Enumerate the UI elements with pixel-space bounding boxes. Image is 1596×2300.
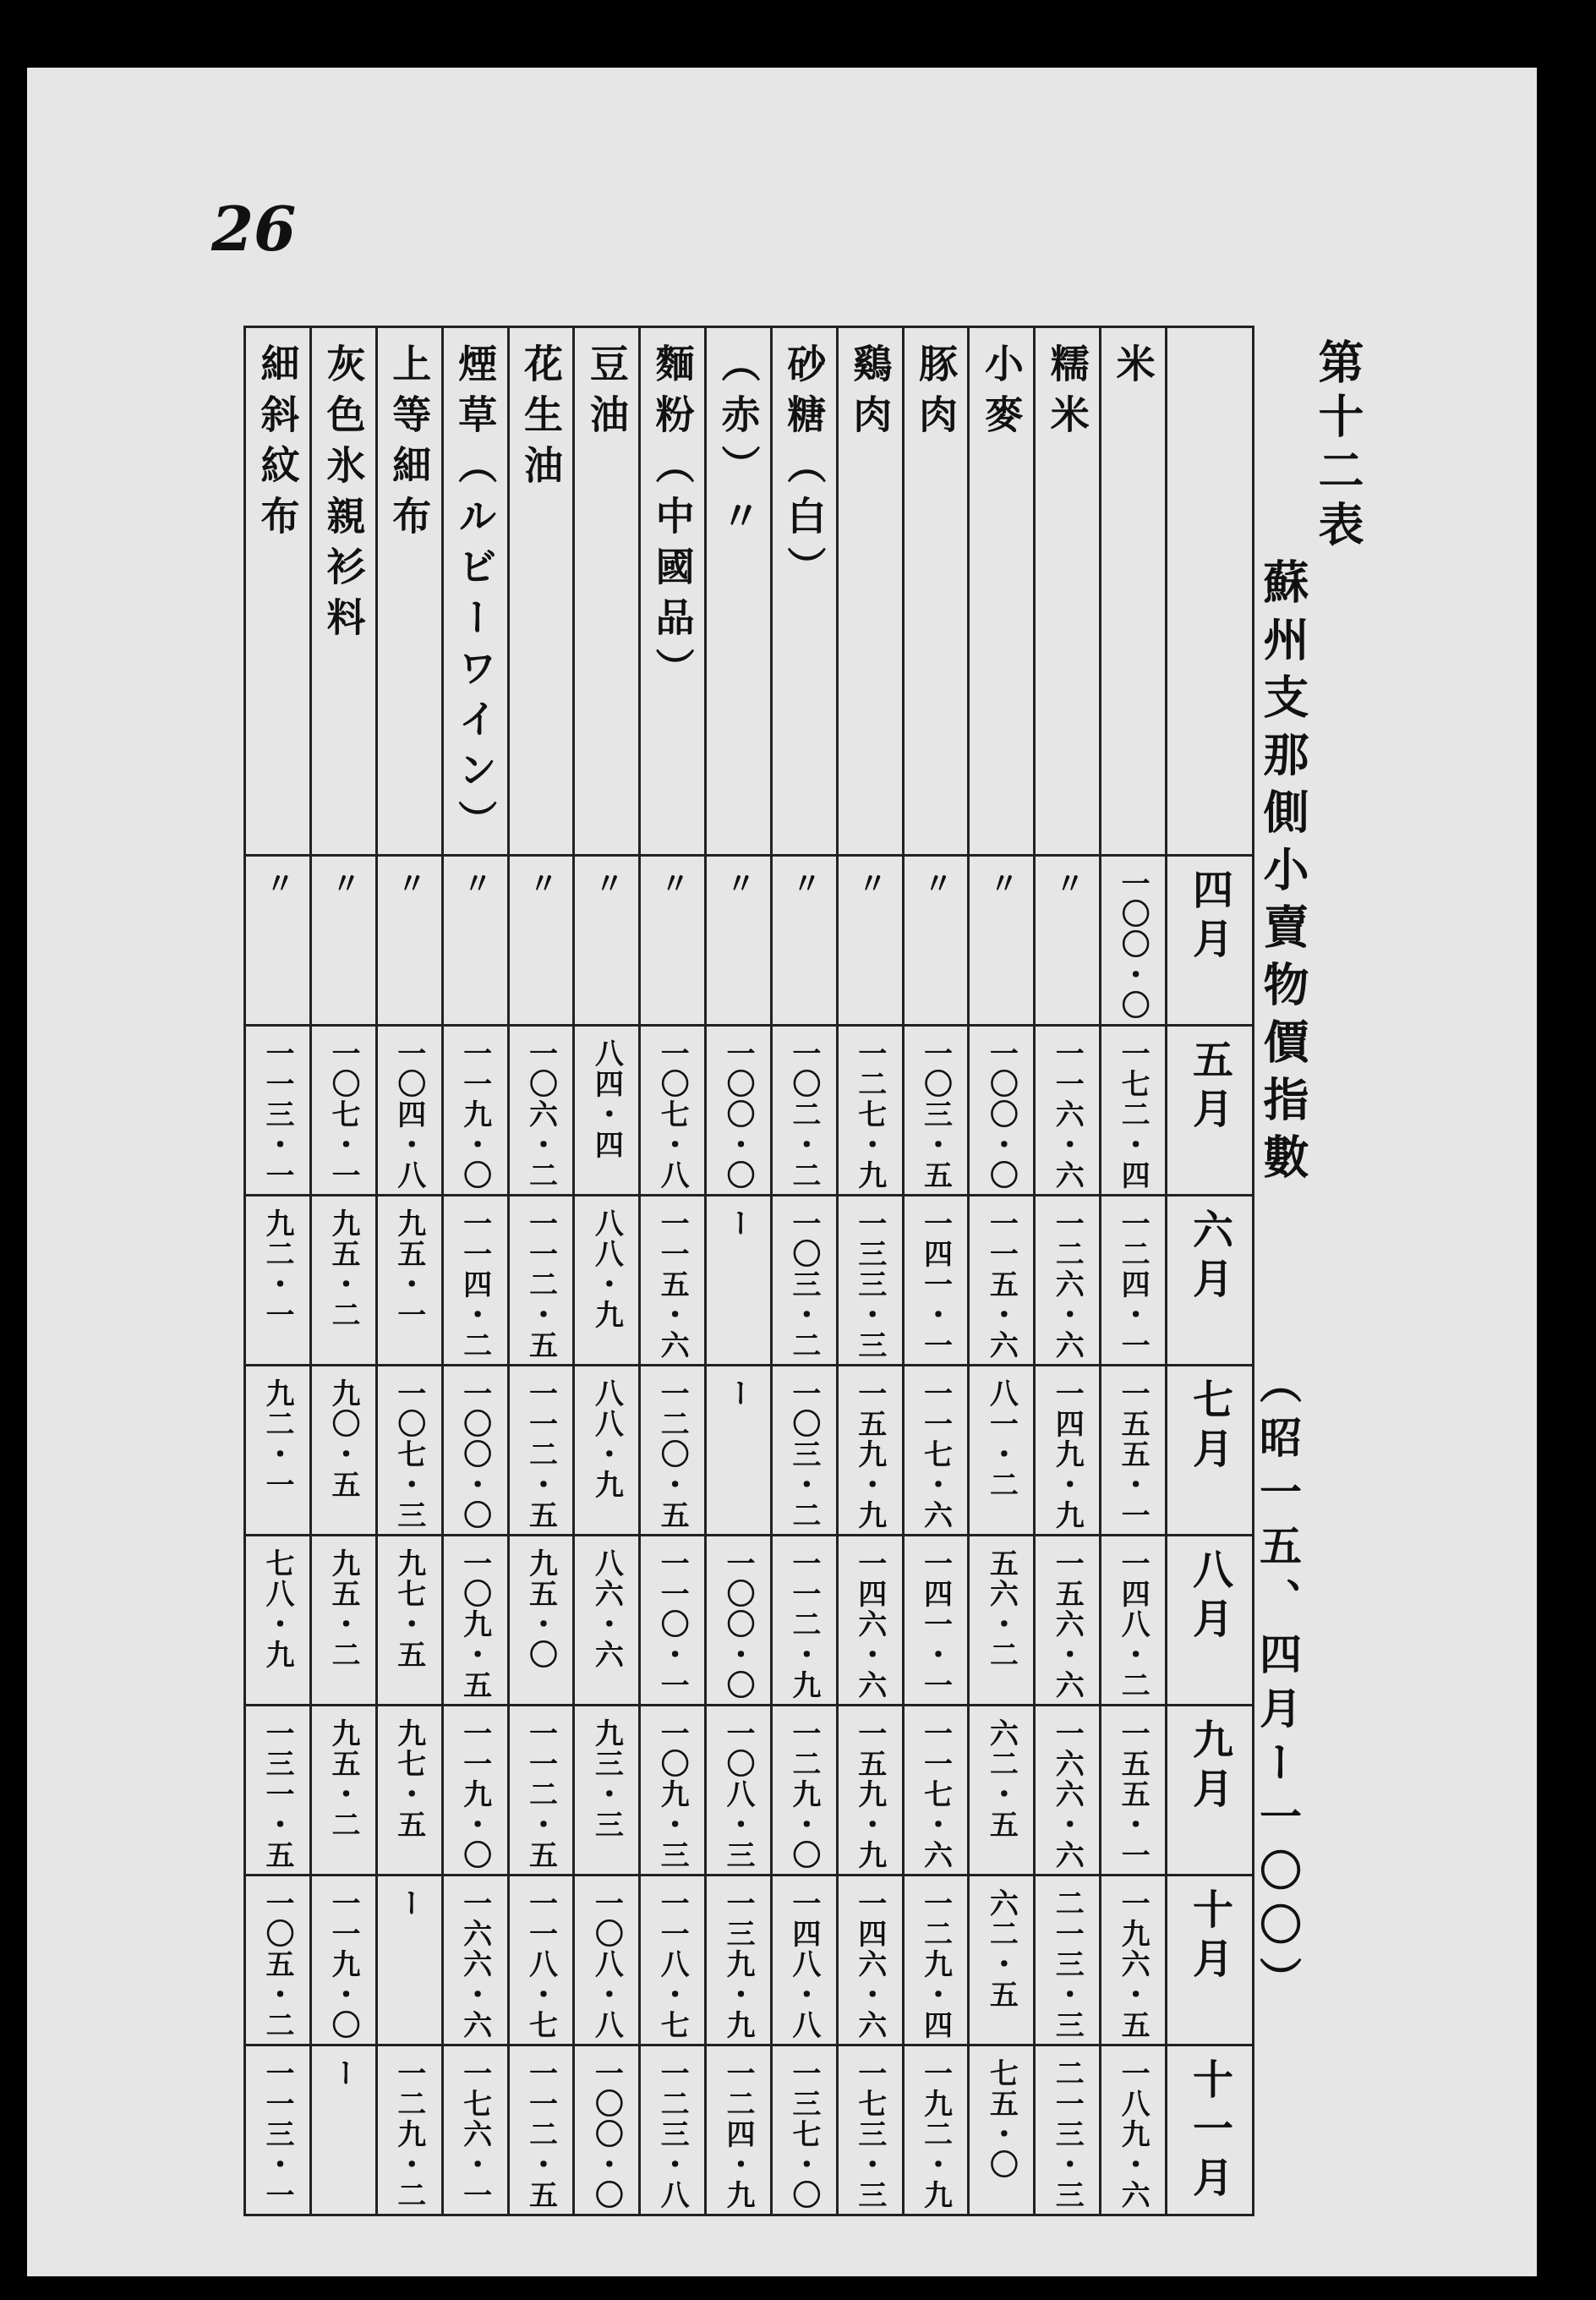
index-value: ー: [325, 2058, 360, 2089]
index-cell: [311, 1366, 377, 1536]
index-cell: [245, 1196, 311, 1366]
index-value: 一六六・六: [1050, 1718, 1085, 1870]
index-cell: [376, 1706, 442, 1876]
index-cell: [640, 1876, 706, 2045]
index-value: 一〇〇・〇: [721, 1038, 756, 1191]
index-cell: [706, 1366, 772, 1536]
index-cell: [376, 856, 442, 1026]
index-value: 一九六・五: [1116, 1888, 1151, 2040]
index-cell: [1035, 2045, 1101, 2215]
index-cell: [771, 1026, 837, 1196]
index-value: 一六六・六: [457, 1888, 492, 2040]
index-cell: [376, 1536, 442, 1706]
index-cell: [376, 1876, 442, 2045]
index-cell: [640, 1026, 706, 1196]
index-cell: [640, 856, 706, 1026]
item-label: 小麥: [978, 343, 1025, 445]
index-value: 一一七・六: [918, 1378, 953, 1531]
index-cell: [640, 1196, 706, 1366]
item-header: [969, 327, 1035, 856]
index-cell: [1101, 1196, 1167, 1366]
index-cell: [837, 1706, 903, 1876]
index-cell: [311, 1536, 377, 1706]
index-value: 一〇九・五: [457, 1548, 492, 1700]
month-label: 七月: [1185, 1378, 1233, 1476]
index-cell: [508, 1026, 574, 1196]
item-label: 鷄肉: [847, 343, 894, 445]
index-value: 一一二・五: [523, 2058, 558, 2210]
index-cell: [245, 2045, 311, 2215]
month-cell: [1167, 856, 1254, 1026]
month-cell: [1167, 1366, 1254, 1536]
index-value: 一二四・九: [721, 2058, 756, 2210]
index-value: ー: [721, 1208, 756, 1239]
index-cell: [508, 1706, 574, 1876]
index-value: 一一九・〇: [457, 1718, 492, 1870]
index-value: 九二・一: [260, 1208, 295, 1330]
index-cell: [1035, 1876, 1101, 2045]
item-label: 灰色氷親衫料: [320, 343, 367, 648]
index-cell: [1035, 1536, 1101, 1706]
index-value: 一〇七・一: [325, 1038, 360, 1191]
index-cell: [574, 856, 640, 1026]
index-cell: [376, 1366, 442, 1536]
index-cell: [903, 1196, 969, 1366]
header-row: [245, 327, 1254, 856]
index-value: 一一二・五: [523, 1208, 558, 1361]
index-cell: [508, 856, 574, 1026]
item-label: 細斜紋布: [254, 343, 301, 546]
month-label: 四月: [1185, 868, 1233, 967]
index-cell: [771, 1706, 837, 1876]
index-value: 一一三・一: [260, 2058, 295, 2210]
month-label: 五月: [1185, 1038, 1233, 1136]
index-value: 一〇〇・〇: [984, 1038, 1019, 1191]
index-value: 一一五・六: [984, 1208, 1019, 1361]
index-cell: [311, 2045, 377, 2215]
item-header: [706, 327, 772, 856]
index-value: 〃: [1050, 868, 1085, 899]
item-label: 豆油: [583, 343, 630, 445]
index-cell: [706, 2045, 772, 2215]
index-value: 一七三・三: [852, 2058, 887, 2210]
item-header: [1101, 327, 1167, 856]
index-cell: [969, 1706, 1035, 1876]
table-number: 第十二表: [1311, 338, 1365, 555]
index-cell: [903, 1536, 969, 1706]
index-cell: [245, 856, 311, 1026]
index-value: 一一八・七: [655, 1888, 690, 2040]
index-cell: [969, 856, 1035, 1026]
month-cell: [1167, 1706, 1254, 1876]
index-cell: [574, 1536, 640, 1706]
index-cell: [640, 1536, 706, 1706]
index-value: 〃: [721, 868, 756, 899]
index-cell: [1101, 1026, 1167, 1196]
index-cell: [837, 1876, 903, 2045]
index-cell: [508, 1536, 574, 1706]
index-cell: [706, 1196, 772, 1366]
table-row: [245, 856, 1254, 1026]
index-value: 九五・二: [325, 1208, 360, 1330]
index-value: 一一八・七: [523, 1888, 558, 2040]
index-value: 一五五・一: [1116, 1718, 1151, 1870]
index-cell: [771, 1876, 837, 2045]
index-cell: [969, 1536, 1035, 1706]
index-cell: [1101, 2045, 1167, 2215]
index-cell: [1035, 856, 1101, 1026]
index-value: 七八・九: [260, 1548, 295, 1670]
index-value: 一二九・二: [391, 2058, 426, 2210]
index-value: 一五九・九: [852, 1718, 887, 1870]
index-cell: [903, 856, 969, 1026]
index-value: 一一九・〇: [457, 1038, 492, 1191]
index-cell: [574, 1196, 640, 1366]
table-title: 蘇州支那側小賣物價指數: [1256, 558, 1310, 1191]
item-header: [508, 327, 574, 856]
index-cell: [245, 1366, 311, 1536]
index-cell: [771, 2045, 837, 2215]
index-cell: [311, 1026, 377, 1196]
index-cell: [771, 856, 837, 1026]
index-cell: [574, 1876, 640, 2045]
table-row: [245, 1876, 1254, 2045]
index-value: 〃: [786, 868, 821, 899]
index-cell: [706, 1876, 772, 2045]
index-cell: [442, 1876, 508, 2045]
index-cell: [903, 1366, 969, 1536]
index-value: 一〇九・三: [655, 1718, 690, 1870]
index-cell: [706, 1026, 772, 1196]
index-cell: [706, 1706, 772, 1876]
item-label: 米: [1110, 343, 1156, 394]
index-value: 一二六・六: [1050, 1208, 1085, 1361]
index-cell: [969, 1196, 1035, 1366]
index-value: 一五六・六: [1050, 1548, 1085, 1700]
index-cell: [969, 1366, 1035, 1536]
index-value: 一七六・一: [457, 2058, 492, 2210]
price-index-table-body: [245, 327, 1254, 2215]
index-cell: [771, 1196, 837, 1366]
index-value: 一三七・〇: [786, 2058, 821, 2210]
index-value: 九五・二: [325, 1718, 360, 1840]
index-cell: [574, 2045, 640, 2215]
index-cell: [245, 1876, 311, 2045]
index-value: 一四六・六: [852, 1548, 887, 1700]
table-row: [245, 1026, 1254, 1196]
index-value: 五六・二: [984, 1548, 1019, 1670]
item-header: [311, 327, 377, 856]
index-value: 〃: [523, 868, 558, 899]
page-number: 26: [211, 193, 297, 265]
month-cell: [1167, 1536, 1254, 1706]
index-cell: [1035, 1026, 1101, 1196]
index-value: 一二九・四: [918, 1888, 953, 2040]
index-cell: [442, 856, 508, 1026]
index-value: 一〇〇・〇: [589, 2058, 624, 2210]
item-header: [771, 327, 837, 856]
index-cell: [837, 1366, 903, 1536]
index-value: 九七・五: [391, 1548, 426, 1670]
index-value: 一一九・〇: [325, 1888, 360, 2040]
month-label: 八月: [1185, 1548, 1233, 1646]
item-header: [837, 327, 903, 856]
index-value: 一四八・八: [786, 1888, 821, 2040]
index-value: 八六・六: [589, 1548, 624, 1670]
item-header: [245, 327, 311, 856]
index-cell: [771, 1366, 837, 1536]
item-label: 麵粉（中國品）: [649, 343, 696, 698]
index-value: 八八・九: [589, 1208, 624, 1330]
index-value: 一一二・五: [523, 1378, 558, 1531]
index-value: 八一・二: [984, 1378, 1019, 1500]
index-cell: [508, 1366, 574, 1536]
index-cell: [1035, 1196, 1101, 1366]
index-value: 一四六・六: [852, 1888, 887, 2040]
price-index-table: [243, 326, 1254, 2216]
index-cell: [640, 2045, 706, 2215]
item-header: [640, 327, 706, 856]
index-cell: [311, 1706, 377, 1876]
index-value: 一四八・二: [1116, 1548, 1151, 1700]
index-cell: [508, 2045, 574, 2215]
index-value: 〃: [457, 868, 492, 899]
index-cell: [508, 1196, 574, 1366]
index-value: 一〇八・三: [721, 1718, 756, 1870]
index-cell: [969, 1026, 1035, 1196]
index-value: 〃: [852, 868, 887, 899]
index-value: 一〇七・八: [655, 1038, 690, 1191]
index-value: 一五五・一: [1116, 1378, 1151, 1531]
index-cell: [837, 856, 903, 1026]
index-value: 一〇六・二: [523, 1038, 558, 1191]
table-row: [245, 1706, 1254, 1876]
item-header: [903, 327, 969, 856]
index-value: 一〇三・五: [918, 1038, 953, 1191]
index-value: 一〇二・二: [786, 1038, 821, 1191]
index-cell: [1035, 1706, 1101, 1876]
index-value: 九二・一: [260, 1378, 295, 1500]
index-value: 七五・〇: [984, 2058, 1019, 2180]
index-cell: [508, 1876, 574, 2045]
index-cell: [376, 2045, 442, 2215]
index-cell: [442, 1536, 508, 1706]
index-value: 一一四・二: [457, 1208, 492, 1361]
index-cell: [311, 1876, 377, 2045]
index-value: 一〇三・二: [786, 1378, 821, 1531]
month-cell: [1167, 1026, 1254, 1196]
index-value: 一一七・六: [918, 1718, 953, 1870]
index-cell: [771, 1536, 837, 1706]
item-label: 〃（赤）: [715, 343, 762, 546]
index-cell: [442, 2045, 508, 2215]
index-cell: [706, 1536, 772, 1706]
index-cell: [837, 1196, 903, 1366]
index-value: 一〇〇・〇: [457, 1378, 492, 1531]
index-value: 一五九・九: [852, 1378, 887, 1531]
index-cell: [903, 1706, 969, 1876]
index-cell: [640, 1706, 706, 1876]
index-cell: [574, 1706, 640, 1876]
index-value: 一二九・〇: [786, 1718, 821, 1870]
month-label: 六月: [1185, 1208, 1233, 1306]
index-value: 八八・九: [589, 1378, 624, 1500]
item-label: 煙草（ルビーワイン）: [452, 343, 499, 851]
index-cell: [574, 1366, 640, 1536]
index-value: 一三三・三: [852, 1208, 887, 1361]
item-label: 砂糖（白）: [781, 343, 828, 597]
table-row: [245, 2045, 1254, 2215]
index-cell: [376, 1026, 442, 1196]
index-cell: [442, 1026, 508, 1196]
index-value: 二一三・三: [1050, 1888, 1085, 2040]
index-cell: [311, 1196, 377, 1366]
corner-cell: [1167, 327, 1254, 856]
index-cell: [969, 1876, 1035, 2045]
index-cell: [1101, 1706, 1167, 1876]
table-subtitle: （昭一五、四月ー一〇〇）: [1253, 1361, 1303, 2011]
index-value: 一八九・六: [1116, 2058, 1151, 2210]
index-value: 一一〇・一: [655, 1548, 690, 1700]
item-label: 上等細布: [386, 343, 433, 546]
index-value: 九三・三: [589, 1718, 624, 1840]
table-row: [245, 1536, 1254, 1706]
table-row: [245, 1366, 1254, 1536]
index-value: 一二七・九: [852, 1038, 887, 1191]
index-value: 九五・〇: [523, 1548, 558, 1670]
price-index-table-container: [243, 326, 1254, 2210]
index-value: 一九二・九: [918, 2058, 953, 2210]
index-value: 〃: [984, 868, 1019, 899]
index-value: 一一三・一: [260, 1038, 295, 1191]
index-cell: [837, 1026, 903, 1196]
item-label: 糯米: [1044, 343, 1090, 445]
index-cell: [837, 2045, 903, 2215]
index-cell: [442, 1366, 508, 1536]
index-value: 一〇三・二: [786, 1208, 821, 1361]
index-cell: [1101, 1876, 1167, 2045]
index-value: 〃: [918, 868, 953, 899]
index-value: 一〇八・八: [589, 1888, 624, 2040]
index-value: 一二〇・五: [655, 1378, 690, 1531]
index-value: 一四一・一: [918, 1548, 953, 1700]
index-value: 〃: [655, 868, 690, 899]
index-cell: [903, 2045, 969, 2215]
item-label: 花生油: [517, 343, 564, 496]
index-value: 一一二・九: [786, 1548, 821, 1700]
index-cell: [837, 1536, 903, 1706]
index-cell: [311, 856, 377, 1026]
index-cell: [442, 1706, 508, 1876]
month-label: 十一月: [1185, 2058, 1233, 2205]
index-value: 一一二・五: [523, 1718, 558, 1870]
index-value: 一四一・一: [918, 1208, 953, 1361]
item-header: [1035, 327, 1101, 856]
index-value: 九〇・五: [325, 1378, 360, 1500]
index-value: 一三一・五: [260, 1718, 295, 1870]
month-cell: [1167, 1876, 1254, 2045]
month-label: 九月: [1185, 1718, 1233, 1816]
index-value: 一〇五・二: [260, 1888, 295, 2040]
index-value: 一〇〇・〇: [721, 1548, 756, 1700]
index-value: 九五・一: [391, 1208, 426, 1330]
index-value: 一〇七・三: [391, 1378, 426, 1531]
index-value: 一四九・九: [1050, 1378, 1085, 1531]
index-cell: [245, 1536, 311, 1706]
item-header: [442, 327, 508, 856]
index-value: 六二・五: [984, 1888, 1019, 2010]
month-cell: [1167, 1196, 1254, 1366]
index-value: 一〇四・八: [391, 1038, 426, 1191]
item-header: [574, 327, 640, 856]
index-cell: [903, 1876, 969, 2045]
index-cell: [245, 1706, 311, 1876]
index-cell: [640, 1366, 706, 1536]
index-value: 一三九・九: [721, 1888, 756, 2040]
month-label: 十月: [1185, 1888, 1233, 1986]
index-cell: [903, 1026, 969, 1196]
index-value: 二一三・三: [1050, 2058, 1085, 2210]
index-value: 九七・五: [391, 1718, 426, 1840]
index-value: 一二四・一: [1116, 1208, 1151, 1361]
item-header: [376, 327, 442, 856]
index-cell: [245, 1026, 311, 1196]
index-value: 〃: [589, 868, 624, 899]
index-value: 八四・四: [589, 1038, 624, 1160]
index-cell: [442, 1196, 508, 1366]
index-value: 一七二・四: [1116, 1038, 1151, 1191]
index-value: 〃: [325, 868, 360, 899]
index-cell: [1035, 1366, 1101, 1536]
index-value: ー: [721, 1378, 756, 1409]
item-label: 豚肉: [913, 343, 959, 445]
index-value: ー: [391, 1888, 426, 1919]
index-cell: [1101, 856, 1167, 1026]
index-value: 〃: [260, 868, 295, 899]
index-cell: [969, 2045, 1035, 2215]
index-value: 六二・五: [984, 1718, 1019, 1840]
table-row: [245, 1196, 1254, 1366]
index-value: 一一六・六: [1050, 1038, 1085, 1191]
index-cell: [376, 1196, 442, 1366]
index-cell: [1101, 1536, 1167, 1706]
index-value: 一一五・六: [655, 1208, 690, 1361]
index-value: 九五・二: [325, 1548, 360, 1670]
index-value: 一二三・八: [655, 2058, 690, 2210]
index-value: 〃: [391, 868, 426, 899]
month-cell: [1167, 2045, 1254, 2215]
index-cell: [574, 1026, 640, 1196]
index-cell: [706, 856, 772, 1026]
index-cell: [1101, 1366, 1167, 1536]
index-value: 一〇〇・〇: [1116, 868, 1151, 1021]
